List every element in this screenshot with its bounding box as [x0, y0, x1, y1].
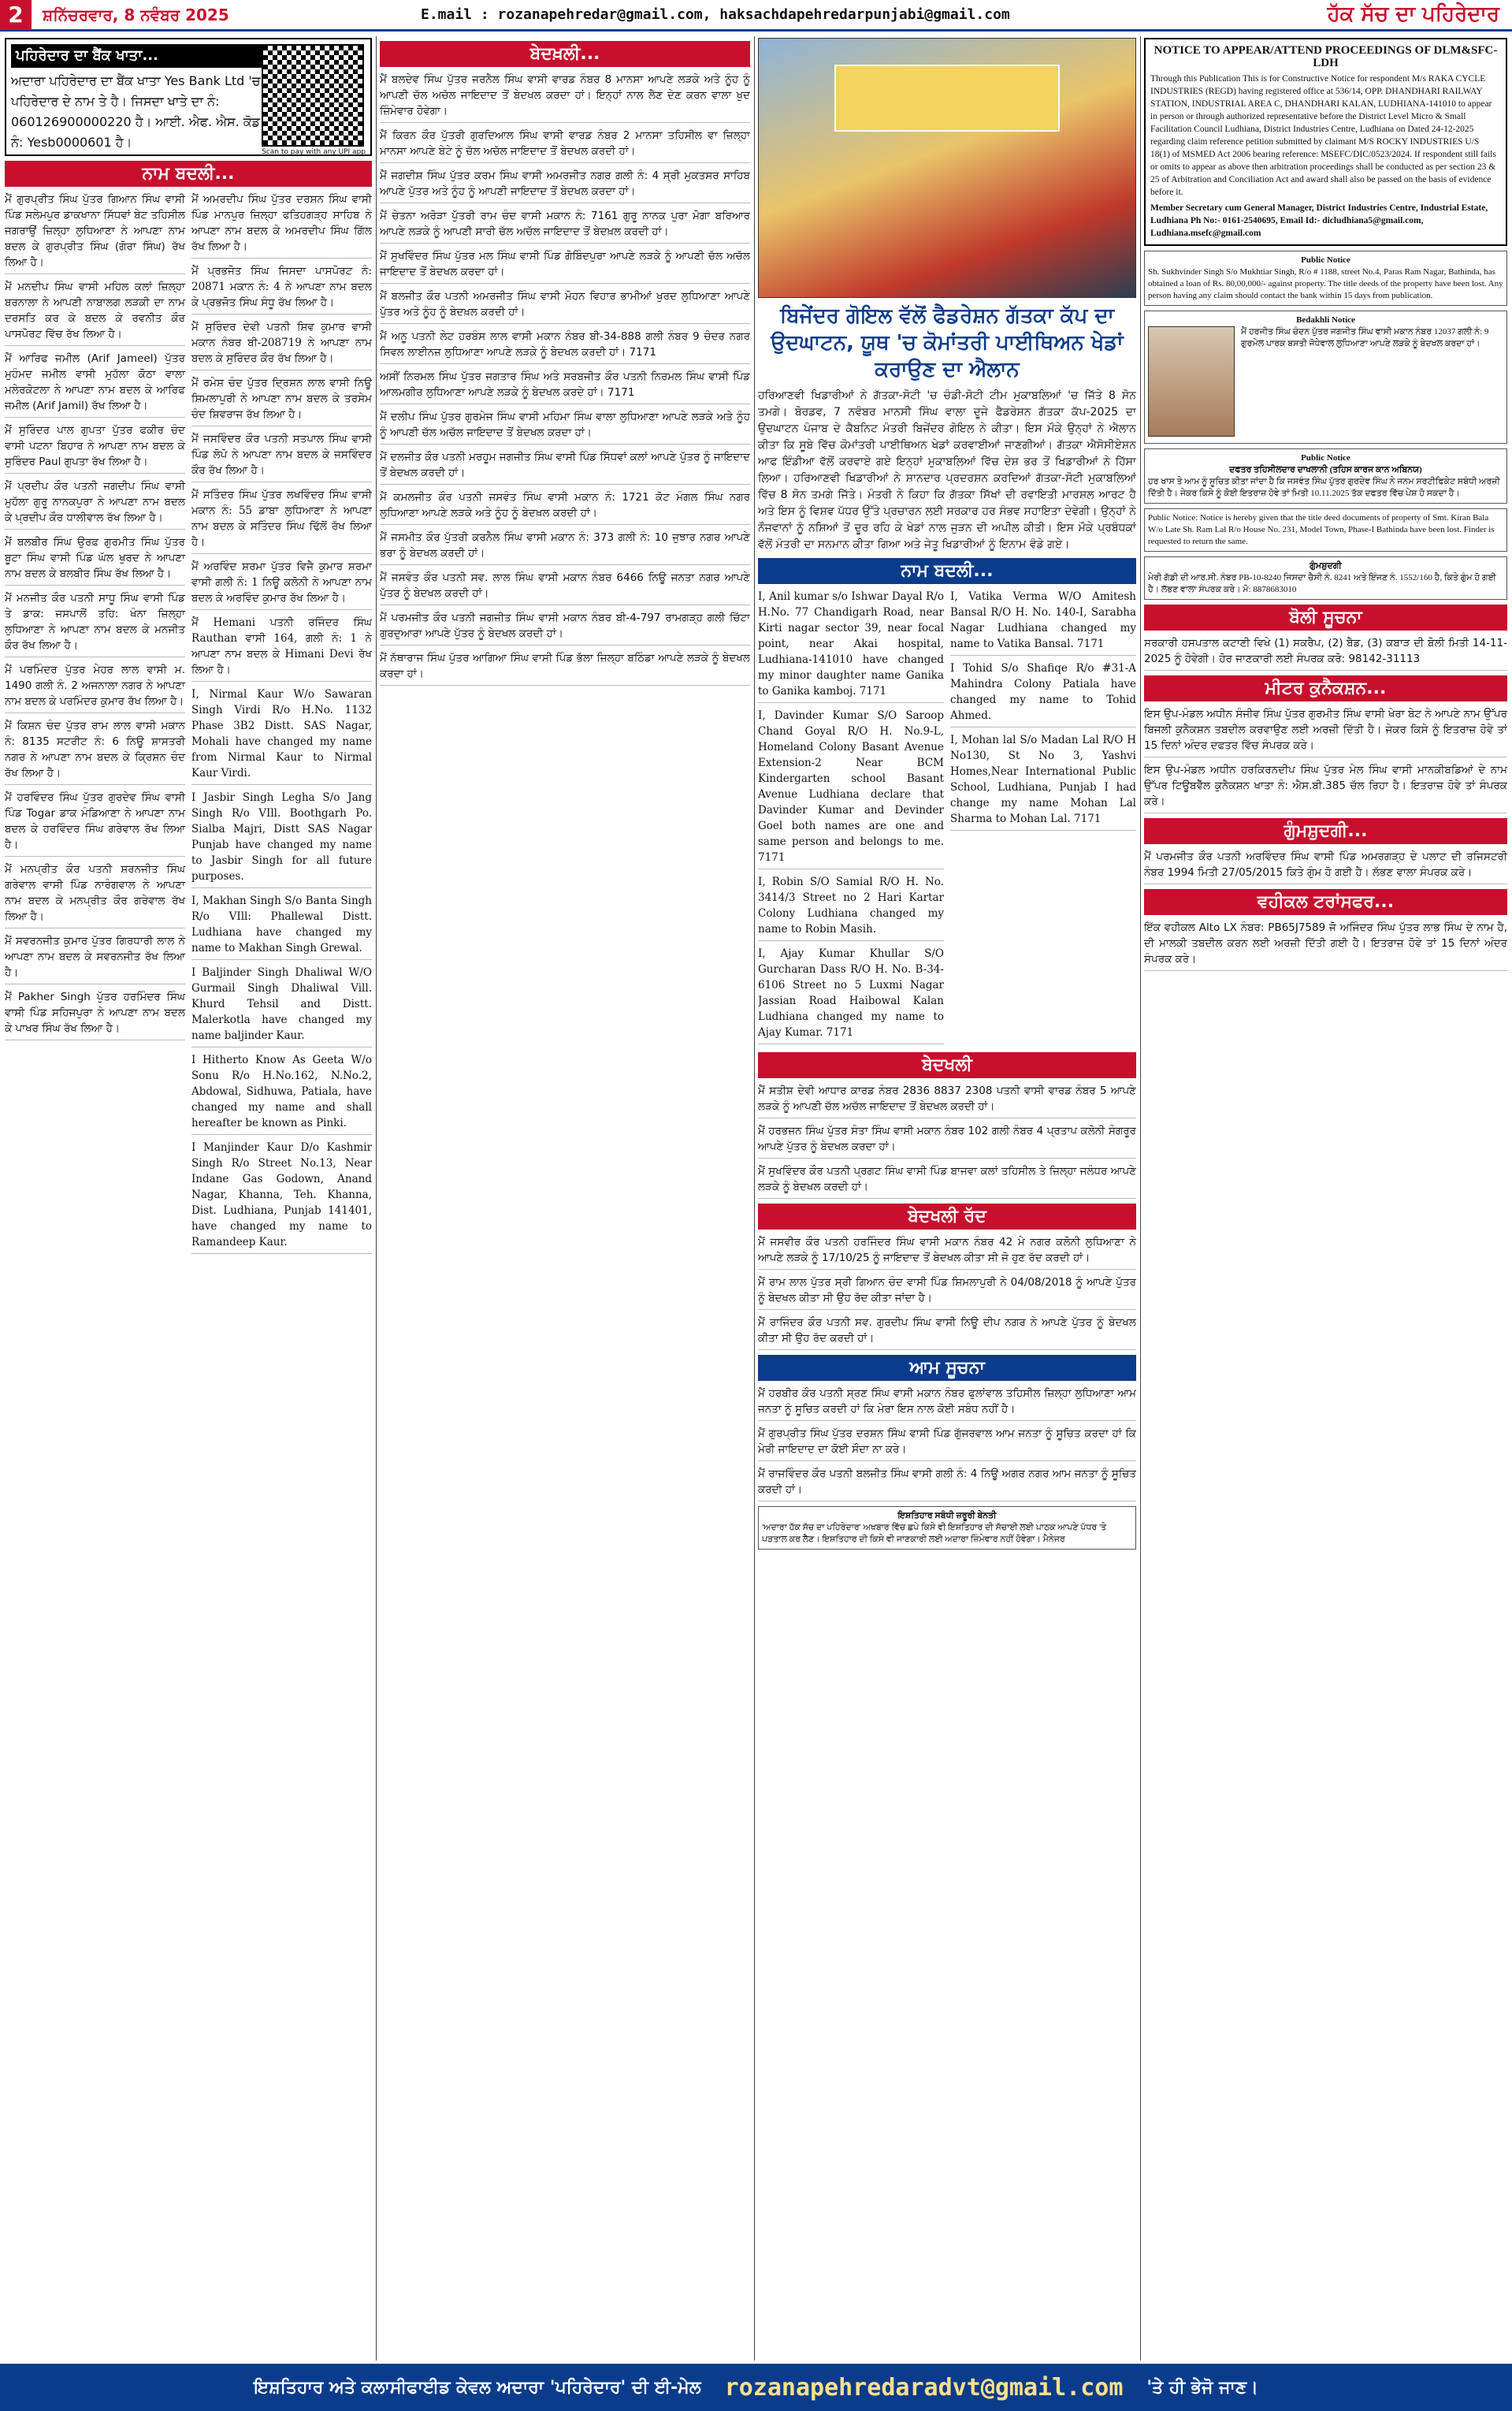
public-notice-1	[1144, 251, 1507, 306]
gumshudgi-text: ਮੈਂ ਪਰਮਜੀਤ ਕੌਰ ਪਤਨੀ ਅਰਵਿੰਦਰ ਸਿੰਘ ਵਾਸੀ ਪਿੰਡ ਅਮਰਗੜ੍ਹ ਦੇ ਪਲਾਟ ਦੀ ਰਜਿਸਟਰੀ ਨੰਬਰ 1994 ਮਿਤੀ 27/05/2015 ਕਿਤੇ ਗੁੰਮ ਹੋ ਗਈ ਹੈ। ਲੱਭਣ ਵਾਲਾ ਸੰਪਰਕ ਕਰੇ।	[1144, 849, 1507, 884]
section-gumshudgi: ਗੁੰਮਸ਼ੁਦਗੀ...	[1144, 818, 1507, 844]
disinheritance-notice: ਮੈਂ ਚੇਤਨਾ ਅਰੋੜਾ ਪੁੱਤਰੀ ਰਾਮ ਚੰਦ ਵਾਸੀ ਮਕਾਨ ਨੰ: 7161 ਗੁਰੂ ਨਾਨਕ ਪੁਰਾ ਮੋਗਾ ਬਰਿਆਰ ਆਪਣੇ ਲੜਕੇ ਨੂੰ ਆਪਣੀ ਸਾਰੀ ਚੱਲ ਅਚੱਲ ਜਾਇਦਾਦ ਤੋਂ ਬੇਦਖ਼ਲ ਕਰਦੀ ਹਾਂ।	[380, 208, 750, 244]
qr-code-icon[interactable]	[262, 44, 364, 147]
bank-account-box	[5, 38, 372, 156]
section-bedakhli: ਬੇਦਖ਼ਲੀ...	[380, 41, 750, 67]
masthead: ਹੱਕ ਸੱਚ ਦਾ ਪਹਿਰੇਦਾਰ	[1327, 2, 1499, 26]
bedakhli-notice	[1144, 311, 1507, 444]
column-divider	[1140, 36, 1141, 2361]
disinheritance-notice: ਮੈਂ ਪਰਮਜੀਤ ਕੌਰ ਪਤਨੀ ਜਗਜੀਤ ਸਿੰਘ ਵਾਸੀ ਮਕਾਨ ਨੰਬਰ ਬੀ-4-797 ਰਾਮਗੜ੍ਹ ਗਲੀ ਚਿੱਟਾ ਗੁਰਦੁਆਰਾ ਆਪਣੇ ਪੁੱਤਰ ਨੂੰ ਬੇਦਖਲ ਕਰਦੀ ਹਾਂ।	[380, 610, 750, 646]
disinheritance-cancel-notice: ਮੈਂ ਰਾਜਿੰਦਰ ਕੌਰ ਪਤਨੀ ਸਵ. ਗੁਰਦੀਪ ਸਿੰਘ ਵਾਸੀ ਨਿਊ ਦੀਪ ਨਗਰ ਨੇ ਆਪਣੇ ਪੁੱਤਰ ਨੂੰ ਬੇਦਖਲ ਕੀਤਾ ਸੀ ਉਹ ਰੱਦ ਕਰਦੀ ਹਾਂ।	[758, 1315, 1136, 1350]
public-notice-3	[1144, 508, 1507, 552]
section-bedakhli-radd: ਬੇਦਖਲੀ ਰੱਦ	[758, 1204, 1136, 1230]
name-change-notice: ਮੈਂ ਪ੍ਰਭਜੋਤ ਸਿੰਘ ਜਿਸਦਾ ਪਾਸਪੋਰਟ ਨੰ: 20871 ਮਕਾਨ ਨੰ: 4 ਨੇ ਆਪਣਾ ਨਾਮ ਬਦਲ ਕੇ ਪ੍ਰਭਜੋਤ ਸਿੰਘ ਸੰਧੂ ਰੱਖ ਲਿਆ ਹੈ।	[191, 263, 372, 314]
public-notice-2-subtitle: ਦਫਤਰ ਤਹਿਸੀਲਦਾਰ ਦਾਖਲਾਨੀ (ਤਹਿਸ ਕਾਰਜ ਕਾਨ ਅਬਿਨਯ)	[1229, 465, 1422, 474]
person-photo	[1148, 326, 1235, 437]
boli-text: ਸਰਕਾਰੀ ਹਸਪਤਾਲ ਕਟਾਣੀ ਵਿਖੇ (1) ਸਕਰੈਪ, (2) ਬੈਡ, (3) ਕਬਾੜ ਦੀ ਬੋਲੀ ਮਿਤੀ 14-11-2025 ਨੂੰ ਹੋਵੇਗੀ। ਹੋਰ ਜਾਣਕਾਰੀ ਲਈ ਸੰਪਰਕ ਕਰੋ: 98142-31113	[1144, 635, 1507, 671]
ad-disclaimer-text: 'ਅਦਾਰਾ ਹੱਕ ਸੱਚ ਦਾ ਪਹਿਰੇਦਾਰ' ਅਖਬਾਰ ਵਿੱਚ ਛਪੇ ਕਿਸੇ ਵੀ ਇਸ਼ਤਿਹਾਰ ਦੀ ਸੱਚਾਈ ਲਈ ਪਾਠਕ ਆਪਣੇ ਪੱਧਰ 'ਤੇ ਪੜਤਾਲ ਕਰ ਲੈਣ। ਇਸ਼ਤਿਹਾਰ ਦੀ ਕਿਸੇ ਵੀ ਜਾਣਕਾਰੀ ਲਈ ਅਦਾਰਾ ਜ਼ਿੰਮੇਵਾਰ ਨਹੀਂ ਹੋਵੇਗਾ। ਮੈਨੇਜਰ	[762, 1523, 1107, 1544]
bedakhli-notice-text: ਮੈਂ ਹਰਜੀਤ ਸਿੰਘ ਚੰਦਨ ਪੁੱਤਰ ਜਗਜੀਤ ਸਿੰਘ ਵਾਸੀ ਮਕਾਨ ਨੰਬਰ 12037 ਗਲੀ ਨੰ: 9 ਗੁਰਮੇਲ ਪਾਰਕ ਬਸਤੀ ਜੋਧੇਵਾਲ ਲੁਧਿਆਣਾ ਆਪਣੇ ਲੜਕੇ ਨੂੰ ਬੇਦਖਲ ਕਰਦਾ ਹਾਂ।	[1241, 327, 1489, 348]
column-4	[1144, 38, 1507, 2356]
name-change-notice: ਮੈਂ ਆਰਿਫ ਜਮੀਲ (Arif Jameel) ਪੁੱਤਰ ਮੁਹੰਮਦ ਜਮੀਲ ਵਾਸੀ ਮੁਹੱਲਾ ਕੋਠਾ ਵਾਲਾ ਮਲੇਰਕੋਟਲਾ ਨੇ ਆਪਣਾ ਨਾਮ ਬਦਲ ਕੇ ਆਰਿਫ ਜਮੀਲ (Arif Jamil) ਰੱਖ ਲਿਆ ਹੈ।	[5, 351, 185, 418]
english-name-change-notice: I, Robin S/O Samial R/O H. No. 3414/3 Street no 2 Hari Kartar Colony Ludhiana changed my name to Robin Masih.	[758, 874, 944, 941]
name-change-notice: I Jasbir Singh Legha S/o Jang Singh R/o VIll. Boothgarh Po. Sialba Majri, Distt SAS Nagar Punjab have changed my name to Jasbir Singh for all future purposes.	[191, 790, 372, 888]
section-vehicle: ਵਹੀਕਲ ਟਰਾਂਸਫਰ...	[1144, 889, 1507, 915]
column-divider	[376, 36, 377, 2361]
public-info-notice: ਮੈਂ ਗੁਰਪ੍ਰੀਤ ਸਿੰਘ ਪੁੱਤਰ ਦਰਸ਼ਨ ਸਿੰਘ ਵਾਸੀ ਪਿੰਡ ਗੁੱਜਰਵਾਲ ਆਮ ਜਨਤਾ ਨੂੰ ਸੂਚਿਤ ਕਰਦਾ ਹਾਂ ਕਿ ਮੇਰੀ ਜਾਇਦਾਦ ਦਾ ਕੋਈ ਸੌਦਾ ਨਾ ਕਰੇ।	[758, 1426, 1136, 1461]
footer-right-text: 'ਤੇ ਹੀ ਭੇਜੋ ਜਾਣ।	[1146, 2377, 1258, 2398]
column-divider	[754, 36, 755, 2361]
english-name-change-right	[950, 589, 1136, 1049]
dlm-notice-signature: Member Secretary cum General Manager, District Industries Centre, Industrial Estate, Ludhiana Ph No:- 0161-2540695, Email Id:- dicludhiana5@gmail.com, Ludhiana.msefc@gmail.com	[1150, 203, 1488, 238]
disinheritance-notice: ਮੈਂ ਕਿਰਨ ਕੌਰ ਪੁੱਤਰੀ ਗੁਰਦਿਆਲ ਸਿੰਘ ਵਾਸੀ ਵਾਰਡ ਨੰਬਰ 2 ਮਾਨਸਾ ਤਹਿਸੀਲ ਵਾ ਜ਼ਿਲ੍ਹਾ ਮਾਨਸਾ ਆਪਣੇ ਬੇਟੇ ਨੂੰ ਚੱਲ ਅਚੱਲ ਜਾਇਦਾਦ ਤੋਂ ਬੇਦਖਲ ਕਰਦੀ ਹਾਂ।	[380, 128, 750, 163]
qr-caption: Scan to pay with any UPI app	[262, 148, 366, 156]
name-change-notice: ਮੈਂ ਪ੍ਰਦੀਪ ਕੌਰ ਪਤਨੀ ਜਗਦੀਪ ਸਿੰਘ ਵਾਸੀ ਮੁਹੱਲਾ ਗੁਰੂ ਨਾਨਕਪੁਰਾ ਨੇ ਆਪਣਾ ਨਾਮ ਬਦਲ ਕੇ ਪ੍ਰਦੀਪ ਕੌਰ ਧਾਲੀਵਾਲ ਰੱਖ ਲਿਆ ਹੈ।	[5, 478, 185, 530]
gumshudgi-small-title: ਗੁੰਮਸ਼ੁਦਗੀ	[1310, 561, 1342, 571]
disinheritance-notice: ਮੈਂ ਸੁਖਵਿੰਦਰ ਸਿੰਘ ਪੁੱਤਰ ਮਲ ਸਿੰਘ ਵਾਸੀ ਪਿੰਡ ਗੋਬਿੰਦਪੁਰਾ ਆਪਣੇ ਲੜਕੇ ਨੂੰ ਆਪਣੀ ਚੱਲ ਅਚੱਲ ਜਾਇਦਾਦ ਤੋਂ ਬੇਦਖਲ ਕਰਦਾ ਹਾਂ।	[380, 248, 750, 284]
dlm-notice-text: Through this Publication This is for Constructive Notice for respondent M/s RAKA CYCLE INDUSTRIES (REGD) having registered office at 536/14, OPP. DHANDHARI RAILWAY STATION, INDUSTRIAL AREA C, DHANDHARI KALAN, LUDHIANA-141010 to appear in person or through authorized representative before the District Level Micro & Small Facilitation Council Ludhiana, District Industries Centre, Ludhiana on Dated 24-12-2025 regarding claim reference petition submitted by claimant M/S ROCKY INDUSTRIES U/S 18(1) of MSMED Act 2006 bearing reference: MSEFC/DIC/0523/2024. If respondent still fails or omits to appear as above then arbitration proceedings shall be conducted as per section 23 & 25 of Arbitration and Conciliation Act and award shall also be passed on the basis of evidence before it.	[1150, 74, 1496, 197]
disinheritance-notice: ਮੈਂ ਬਲਦੇਵ ਸਿੰਘ ਪੁੱਤਰ ਜਰਨੈਲ ਸਿੰਘ ਵਾਸੀ ਵਾਰਡ ਨੰਬਰ 8 ਮਾਨਸਾ ਆਪਣੇ ਲੜਕੇ ਅਤੇ ਨੂੰਹ ਨੂੰ ਆਪਣੀ ਚੱਲ ਅਚੱਲ ਜਾਇਦਾਦ ਤੋਂ ਬੇਦਖਲ ਕਰਦਾ ਹਾਂ। ਇਨ੍ਹਾਂ ਨਾਲ ਲੈਣ ਦੇਣ ਕਰਨ ਵਾਲਾ ਖੁਦ ਜ਼ਿੰਮੇਵਾਰ ਹੋਵੇਗਾ।	[380, 72, 750, 123]
ad-disclaimer-title: ਇਸ਼ਤਿਹਾਰ ਸਬੰਧੀ ਜ਼ਰੂਰੀ ਬੇਨਤੀ	[897, 1511, 997, 1520]
disinheritance-notice: ਮੈਂ ਜਸਮੀਤ ਕੌਰ ਪੁੱਤਰੀ ਕਰਨੈਲ ਸਿੰਘ ਵਾਸੀ ਮਕਾਨ ਨੰ: 373 ਗਲੀ ਨੰ: 10 ਜੁਝਾਰ ਨਗਰ ਆਪਣੇ ਭਰਾ ਨੂੰ ਬੇਦਖਲ ਕਰਦੀ ਹਾਂ।	[380, 530, 750, 565]
header-email: E.mail : rozanapehredar@gmail.com, haksachdapehredarpunjabi@gmail.com	[421, 6, 1010, 23]
english-name-change-notice: I, Anil kumar s/o Ishwar Dayal R/o H.No. 77 Chandigarh Road, near Kirti nagar sector 39, near focal point, near Akai hospital, Ludhiana-141010 have changed my minor daughter name Ganika to Ganika kamboj. 7171	[758, 589, 944, 703]
footer-banner	[0, 2364, 1512, 2411]
name-change-list-left	[5, 192, 185, 1259]
gumshudgi-small-text: ਮੇਰੀ ਗੱਡੀ ਦੀ ਆਰ.ਸੀ. ਨੰਬਰ PB-10-8240 ਜਿਸਦਾ ਚੈਸੀ ਨੰ. 8241 ਅਤੇ ਇੰਜਣ ਨੰ. 1552/160 ਹੈ, ਕਿਤੇ ਗੁੰਮ ਹੋ ਗਈ ਹੈ। ਲੱਭਣ ਵਾਲਾ ਸੰਪਰਕ ਕਰੇ। ਮੋ: 8878683010	[1148, 573, 1496, 594]
dlm-notice-title: NOTICE TO APPEAR/ATTEND PROCEEDINGS OF DLM&SFC-LDH	[1154, 44, 1498, 69]
disinheritance-notice: ਮੈਂ ਜਸਵੰਤ ਕੌਰ ਪਤਨੀ ਸਵ. ਲਾਲ ਸਿੰਘ ਵਾਸੀ ਮਕਾਨ ਨੰਬਰ 6466 ਨਿਊ ਜਨਤਾ ਨਗਰ ਆਪਣੇ ਪੁੱਤਰ ਨੂੰ ਬੇਦਖਲ ਕਰਦੀ ਹਾਂ।	[380, 570, 750, 605]
disinheritance-notice: ਮੈਂ ਜਗਦੀਸ਼ ਸਿੰਘ ਪੁੱਤਰ ਕਰਮ ਸਿੰਘ ਵਾਸੀ ਅਮਰਜੀਤ ਨਗਰ ਗਲੀ ਨੰ: 4 ਸ੍ਰੀ ਮੁਕਤਸਰ ਸਾਹਿਬ ਆਪਣੇ ਪੁੱਤਰ ਅਤੇ ਨੂੰਹ ਨੂੰ ਆਪਣੀ ਜਾਇਦਾਦ ਤੋਂ ਬੇਦਖਲ ਕਰਦਾ ਹਾਂ।	[380, 168, 750, 203]
section-boli: ਬੋਲੀ ਸੂਚਨਾ	[1144, 605, 1507, 631]
disinheritance-notice: ਮੈਂ ਸੁਖਵਿੰਦਰ ਕੌਰ ਪਤਨੀ ਪ੍ਰਗਟ ਸਿੰਘ ਵਾਸੀ ਪਿੰਡ ਬਾਜਵਾ ਕਲਾਂ ਤਹਿਸੀਲ ਤੇ ਜ਼ਿਲ੍ਹਾ ਜਲੰਧਰ ਆਪਣੇ ਲੜਕੇ ਨੂੰ ਬੇਦਖਲ ਕਰਦੀ ਹਾਂ।	[758, 1163, 1136, 1199]
name-change-notice: I Hitherto Know As Geeta W/o Sonu R/o H.No.162, N.No.2, Abdowal, Sidhuwa, Patiala, have changed my name and shall hereafter be known as Pinki.	[191, 1052, 372, 1135]
story-body: ਹਰਿਆਣਵੀ ਖਿਡਾਰੀਆਂ ਨੇ ਗੱਤਕਾ-ਸੋਟੀ 'ਚ ਚੰਡੀ-ਸੋਟੀ ਟੀਮ ਮੁਕਾਬਲਿਆਂ 'ਚ ਜਿੱਤੇ 8 ਸੋਨ ਤਮਗੇ। ਬੋਰਡਵ, 7 ਨਵੰਬਰ ਮਾਨਸੀ ਸਿੰਘ ਵਾਲਾ ਦੂਜੇ ਫੈਡਰੇਸ਼ਨ ਗੱਤਕਾ ਕੱਪ-2025 ਦਾ ਉਦਘਾਟਨ ਪੰਜਾਬ ਦੇ ਕੈਬਨਿਟ ਮੰਤਰੀ ਬਿਜੇਂਦਰ ਗੋਇਲ ਨੇ ਕੀਤਾ। ਇਸ ਮੌਕੇ ਉਨ੍ਹਾਂ ਨੇ ਐਲਾਨ ਕੀਤਾ ਕਿ ਸੂਬੇ ਵਿੱਚ ਕੋਮਾਂਤਰੀ ਪਾਈਥਿਅਨ ਖੇਡਾਂ ਕਰਵਾਈਆਂ ਜਾਣਗੀਆਂ। ਗੱਤਕਾ ਐਸੋਸੀਏਸ਼ਨ ਆਫ ਇੰਡੀਆ ਵੱਲੋਂ ਕਰਵਾਏ ਗਏ ਇਨ੍ਹਾਂ ਮੁਕਾਬਲਿਆਂ ਵਿੱਚ ਦੇਸ਼ ਭਰ ਤੋਂ ਖਿਡਾਰੀਆਂ ਨੇ ਹਿੱਸਾ ਲਿਆ। ਹਰਿਆਣਵੀ ਖਿਡਾਰੀਆਂ ਨੇ ਸ਼ਾਨਦਾਰ ਪ੍ਰਦਰਸ਼ਨ ਕਰਦਿਆਂ ਗੱਤਕਾ-ਸੋਟੀ ਮੁਕਾਬਲਿਆਂ ਵਿੱਚ 8 ਸੋਨ ਤਮਗੇ ਜਿੱਤੇ। ਮੰਤਰੀ ਨੇ ਕਿਹਾ ਕਿ ਗੱਤਕਾ ਸਿੱਖਾਂ ਦੀ ਰਵਾਇਤੀ ਮਾਰਸ਼ਲ ਆਰਟ ਹੈ ਅਤੇ ਇਸ ਨੂੰ ਵਿਸ਼ਵ ਪੱਧਰ ਉੱਤੇ ਪ੍ਰਚਾਰਨ ਲਈ ਸਰਕਾਰ ਹਰ ਸੰਭਵ ਸਹਾਇਤਾ ਦੇਵੇਗੀ। ਉਨ੍ਹਾਂ ਨੇ ਨੌਜਵਾਨਾਂ ਨੂੰ ਨਸ਼ਿਆਂ ਤੋਂ ਦੂਰ ਰਹਿ ਕੇ ਖੇਡਾਂ ਨਾਲ ਜੁੜਨ ਦੀ ਅਪੀਲ ਕੀਤੀ। ਇਸ ਮੌਕੇ ਪ੍ਰਬੰਧਕਾਂ ਵੱਲੋਂ ਮੰਤਰੀ ਦਾ ਸਨਮਾਨ ਕੀਤਾ ਗਿਆ ਅਤੇ ਜੇਤੂ ਖਿਡਾਰੀਆਂ ਨੂੰ ਇਨਾਮ ਵੰਡੇ ਗਏ।	[758, 389, 1136, 551]
disinheritance-list-2	[758, 1083, 1136, 1199]
public-notice-1-text: Sh. Sukhvinder Singh S/o Mukhtiar Singh, R/o # 1188, street No.4, Paras Ram Nagar, Bathinda, has obtained a loan of Rs. 80,00,000/- against property. The title deeds of the property have been lost. Any person having any claim should contact the bank within 15 days from publication.	[1148, 267, 1503, 300]
public-notice-3-text: Public Notice: Notice is hereby given that the title deed documents of property of Smt. Kiran Bala W/o Late Sh. Ram Lal R/o House No. 231, Model Town, Phase-I Bathinda have been lost. Finder is requested to return the same.	[1148, 513, 1495, 546]
english-name-change-left	[758, 589, 944, 1049]
public-notice-2-title: Public Notice	[1301, 453, 1350, 463]
disinheritance-notice: ਮੈਂ ਦਲੀਪ ਸਿੰਘ ਪੁੱਤਰ ਗੁਰਮੇਜ ਸਿੰਘ ਵਾਸੀ ਮਹਿਮਾ ਸਿੰਘ ਵਾਲਾ ਲੁਧਿਆਣਾ ਆਪਣੇ ਲੜਕੇ ਅਤੇ ਨੂੰਹ ਨੂੰ ਆਪਣੀ ਚੱਲ ਅਚੱਲ ਜਾਇਦਾਦ ਤੋਂ ਬੇਦਖਲ ਕਰਦਾ ਹਾਂ।	[380, 409, 750, 445]
name-change-notice: ਮੈਂ ਸਵਰਨਜੀਤ ਕੁਮਾਰ ਪੁੱਤਰ ਗਿਰਧਾਰੀ ਲਾਲ ਨੇ ਆਪਣਾ ਨਾਮ ਬਦਲ ਕੇ ਸਵਰਨਜੀਤ ਰੱਖ ਲਿਆ ਹੈ।	[5, 933, 185, 984]
vehicle-text: ਇੱਕ ਵਹੀਕਲ Alto LX ਨੰਬਰ: PB65J7589 ਜੋ ਅਜਿੰਦਰ ਸਿੰਘ ਪੁੱਤਰ ਲਾਭ ਸਿੰਘ ਦੇ ਨਾਮ ਹੈ, ਦੀ ਮਾਲਕੀ ਤਬਦੀਲ ਕਰਨ ਲਈ ਅਰਜ਼ੀ ਦਿੱਤੀ ਗਈ ਹੈ। ਇਤਰਾਜ਼ ਹੋਵੇ ਤਾਂ 15 ਦਿਨਾਂ ਅੰਦਰ ਸੰਪਰਕ ਕਰੇ।	[1144, 920, 1507, 971]
meter-notice-2: ਇਸ ਉਪ-ਮੰਡਲ ਅਧੀਨ ਹਰਕਿਰਨਦੀਪ ਸਿੰਘ ਪੁੱਤਰ ਮੇਲ ਸਿੰਘ ਵਾਸੀ ਮਾਨਕੀਬਡਿਆਂ ਦੇ ਨਾਮ ਉੱਪਰ ਟਿਊਬਵੈੱਲ ਕੁਨੈਕਸ਼ਨ ਖਾਤਾ ਨੰ: ਐਸ.ਬੀ.385 ਚੱਲ ਰਿਹਾ ਹੈ। ਇਤਰਾਜ਼ ਹੋਵੇ ਤਾਂ ਸੰਪਰਕ ਕਰੇ।	[1144, 762, 1507, 813]
english-name-change-notice: I, Vatika Verma W/O Amitesh Bansal R/O H. No. 140-I, Sarabha Nagar Ludhiana changed my name to Vatika Bansal. 7171	[950, 589, 1136, 656]
name-change-notice: ਮੈਂ ਹਰਵਿੰਦਰ ਸਿੰਘ ਪੁੱਤਰ ਗੁਰਦੇਵ ਸਿੰਘ ਵਾਸੀ ਪਿੰਡ Togar ਡਾਕ ਮੰਡਿਆਣਾ ਨੇ ਆਪਣਾ ਨਾਮ ਬਦਲ ਕੇ ਹਰਵਿੰਦਰ ਸਿੰਘ ਗਰੇਵਾਲ ਰੱਖ ਲਿਆ ਹੈ।	[5, 790, 185, 857]
name-change-notice: I Manjinder Kaur D/o Kashmir Singh R/o Street No.13, Near Indane Gas Godown, Anand Nagar, Khanna, Teh. Khanna, Dist. Ludhiana, Punjab 141401, have changed my name to Ramandeep Kaur.	[191, 1140, 372, 1254]
disinheritance-list	[380, 72, 750, 686]
english-name-change-notice: I, Ajay Kumar Khullar S/O Gurcharan Dass R/O H. No. B-34-6106 Street no 5 Luxmi Nagar Jassian Road Haibowal Kalan Ludhiana changed my name to Ajay Kumar. 7171	[758, 946, 944, 1044]
name-change-notice: ਮੈਂ ਸੁਰਿੰਦਰ ਦੇਵੀ ਪਤਨੀ ਸ਼ਿਵ ਕੁਮਾਰ ਵਾਸੀ ਮਕਾਨ ਨੰਬਰ ਬੀ-208719 ਨੇ ਆਪਣਾ ਨਾਮ ਬਦਲ ਕੇ ਸੁਰਿੰਦਰ ਕੌਰ ਰੱਖ ਲਿਆ ਹੈ।	[191, 319, 372, 370]
news-photo	[758, 38, 1136, 298]
name-change-notice: ਮੈਂ ਜਸਵਿੰਦਰ ਕੌਰ ਪਤਨੀ ਸਤਪਾਲ ਸਿੰਘ ਵਾਸੀ ਪਿੰਡ ਲੋਪੋ ਨੇ ਆਪਣਾ ਨਾਮ ਬਦਲ ਕੇ ਜਸਵਿੰਦਰ ਕੌਰ ਰੱਖ ਲਿਆ ਹੈ।	[191, 431, 372, 482]
name-change-notice: ਮੈਂ ਸਤਿੰਦਰ ਸਿੰਘ ਪੁੱਤਰ ਲਖਵਿੰਦਰ ਸਿੰਘ ਵਾਸੀ ਮਕਾਨ ਨੰ: 55 ਡਾਬਾ ਲੁਧਿਆਣਾ ਨੇ ਆਪਣਾ ਨਾਮ ਬਦਲ ਕੇ ਸਤਿੰਦਰ ਸਿੰਘ ਢਿੱਲੋਂ ਰੱਖ ਲਿਆ ਹੈ।	[191, 487, 372, 554]
footer-left-text: ਇਸ਼ਤਿਹਾਰ ਅਤੇ ਕਲਾਸੀਫਾਈਡ ਕੇਵਲ ਅਦਾਰਾ 'ਪਹਿਰੇਦਾਰ' ਦੀ ਈ-ਮੇਲ	[254, 2377, 701, 2398]
disinheritance-notice: ਮੈਂ ਕਮਲਜੀਤ ਕੌਰ ਪਤਨੀ ਜਸਵੰਤ ਸਿੰਘ ਵਾਸੀ ਮਕਾਨ ਨੰ: 1721 ਕੋਟ ਮੰਗਲ ਸਿੰਘ ਨਗਰ ਲੁਧਿਆਣਾ ਆਪਣੇ ਲੜਕੇ ਅਤੇ ਨੂੰਹ ਨੂੰ ਬੇਦਖ਼ਲ ਕਰਦੀ ਹਾਂ।	[380, 489, 750, 525]
name-change-notice: ਮੈਂ ਸੁਰਿੰਦਰ ਪਾਲ ਗੁਪਤਾ ਪੁੱਤਰ ਫਕੀਰ ਚੰਦ ਵਾਸੀ ਪਟਨਾ ਬਿਹਾਰ ਨੇ ਆਪਣਾ ਨਾਮ ਬਦਲ ਕੇ ਸੁਰਿੰਦਰ Paul ਗੁਪਤਾ ਰੱਖ ਲਿਆ ਹੈ।	[5, 422, 185, 474]
english-name-change-notice: I Tohid S/o Shafiqe R/o #31-A Mahindra Colony Patiala have changed my name to Tohid Ahmed.	[950, 660, 1136, 727]
name-change-notice: ਮੈਂ ਮਨਜੀਤ ਕੌਰ ਪਤਨੀ ਸਾਧੂ ਸਿੰਘ ਵਾਸੀ ਪਿੰਡ ਤੇ ਡਾਕ: ਜਸਪਾਲੋਂ ਤਹਿ: ਖੰਨਾ ਜ਼ਿਲ੍ਹਾ ਲੁਧਿਆਣਾ ਨੇ ਆਪਣਾ ਨਾਮ ਬਦਲ ਕੇ ਮਨਜੀਤ ਕੌਰ ਰੱਖ ਲਿਆ ਹੈ।	[5, 590, 185, 657]
disinheritance-notice: ਮੈਂ ਦਲਜੀਤ ਕੌਰ ਪਤਨੀ ਮਰਹੂਮ ਜਗਜੀਤ ਸਿੰਘ ਵਾਸੀ ਪਿੰਡ ਸਿੱਧਵਾਂ ਕਲਾਂ ਆਪਣੇ ਪੁੱਤਰ ਨੂੰ ਜਾਇਦਾਦ ਤੋਂ ਬੇਦਖਲ ਕਰਦੀ ਹਾਂ।	[380, 449, 750, 485]
public-info-notice: ਮੈਂ ਹਰਬੀਰ ਕੌਰ ਪਤਨੀ ਸ੍ਰਣ ਸਿੰਘ ਵਾਸੀ ਮਕਾਨ ਨੰਬਰ ਫੁਲਾਂਵਾਲ ਤਹਿਸੀਲ ਜ਼ਿਲ੍ਹਾ ਲੁਧਿਆਣਾ ਆਮ ਜਨਤਾ ਨੂੰ ਸੂਚਿਤ ਕਰਦੀ ਹਾਂ ਕਿ ਮੇਰਾ ਇਸ ਨਾਲ ਕੋਈ ਸਬੰਧ ਨਹੀਂ ਹੈ।	[758, 1386, 1136, 1421]
name-change-notice: ਮੈਂ ਬਲਬੀਰ ਸਿੰਘ ਉਰਫ਼ ਗੁਰਮੀਤ ਸਿੰਘ ਪੁੱਤਰ ਬੂਟਾ ਸਿੰਘ ਵਾਸੀ ਪਿੰਡ ਘੱਲ ਖੁਰਦ ਨੇ ਆਪਣਾ ਨਾਮ ਬਦਲ ਕੇ ਬਲਬੀਰ ਸਿੰਘ ਰੱਖ ਲਿਆ ਹੈ।	[5, 534, 185, 586]
disinheritance-notice: ਅਸੀਂ ਨਿਰਮਲ ਸਿੰਘ ਪੁੱਤਰ ਜਗਤਾਰ ਸਿੰਘ ਅਤੇ ਸਰਬਜੀਤ ਕੌਰ ਪਤਨੀ ਨਿਰਮਲ ਸਿੰਘ ਵਾਸੀ ਪਿੰਡ ਆਲਮਗੀਰ ਲੁਧਿਆਣਾ ਆਪਣੇ ਲੜਕੇ ਨੂੰ ਬੇਦਖਲ ਕਰਦੇ ਹਾਂ। 7171	[380, 369, 750, 404]
meter-notice-1: ਇਸ ਉਪ-ਮੰਡਲ ਅਧੀਨ ਸੰਜੀਵ ਸਿੰਘ ਪੁੱਤਰ ਗੁਰਮੀਤ ਸਿੰਘ ਵਾਸੀ ਖੇਰਾ ਬੇਟ ਨੇ ਆਪਣੇ ਨਾਮ ਉੱਪਰ ਬਿਜਲੀ ਕੁਨੈਕਸ਼ਨ ਤਬਦੀਲ ਕਰਵਾਉਣ ਲਈ ਅਰਜ਼ੀ ਦਿੱਤੀ ਹੈ। ਜੇਕਰ ਕਿਸੇ ਨੂੰ ਇਤਰਾਜ਼ ਹੋਵੇ ਤਾਂ 15 ਦਿਨਾਂ ਅੰਦਰ ਦਫਤਰ ਵਿੱਚ ਸੰਪਰਕ ਕਰੇ।	[1144, 706, 1507, 757]
bank-details: ਅਦਾਰਾ ਪਹਿਰੇਦਾਰ ਦਾ ਬੈਂਕ ਖਾਤਾ Yes Bank Ltd 'ਚ ਪਹਿਰੇਦਾਰ ਦੇ ਨਾਮ ਤੇ ਹੈ। ਜਿਸਦਾ ਖਾਤੇ ਦਾ ਨੰ: 060126900000220 ਹੈ। ਆਈ. ਐਫ. ਐਸ. ਕੋਡ ਨੰ: Yesb0000601 ਹੈ।	[11, 73, 261, 150]
disinheritance-cancel-notice: ਮੈਂ ਰਾਮ ਲਾਲ ਪੁੱਤਰ ਸ੍ਰੀ ਗਿਆਨ ਚੰਦ ਵਾਸੀ ਪਿੰਡ ਸ਼ਿਮਲਾਪੁਰੀ ਨੇ 04/08/2018 ਨੂੰ ਆਪਣੇ ਪੁੱਤਰ ਨੂੰ ਬੇਦਖਲ ਕੀਤਾ ਸੀ ਉਹ ਰੱਦ ਕੀਤਾ ਜਾਂਦਾ ਹੈ।	[758, 1274, 1136, 1310]
english-name-change-notice: I, Davinder Kumar S/O Saroop Chand Goyal R/O H. No.9-L, Homeland Colony Basant Avenue Extension-2 Near BCM Kindergarten school Basant Avenue Ludhiana declare that Davinder Kumar and Devinder Goel both names are one and same person and belongs to me. 7171	[758, 708, 944, 869]
disinheritance-cancel-list	[758, 1234, 1136, 1350]
story-headline: ਬਿਜੇਂਦਰ ਗੋਇਲ ਵੱਲੋਂ ਫੈਡਰੇਸ਼ਨ ਗੱਤਕਾ ਕੱਪ ਦਾ ਉਦਘਾਟਨ, ਯੂਥ 'ਚ ਕੋਮਾਂਤਰੀ ਪਾਈਥਿਅਨ ਖੇਡਾਂ ਕਰਾਉਣ ਦਾ ਐਲਾਨ	[771, 304, 1124, 381]
name-change-notice: ਮੈਂ Hemani ਪਤਨੀ ਰਜਿੰਦਰ ਸਿੰਘ Rauthan ਵਾਸੀ 164, ਗਲੀ ਨੰ: 1 ਨੇ ਆਪਣਾ ਨਾਮ ਬਦਲ ਕੇ Himani Devi ਰੱਖ ਲਿਆ ਹੈ।	[191, 615, 372, 682]
name-change-notice: ਮੈਂ ਕਿਸ਼ਨ ਚੰਦ ਪੁੱਤਰ ਰਾਮ ਲਾਲ ਵਾਸੀ ਮਕਾਨ ਨੰ: 8135 ਸਟਰੀਟ ਨੰ: 6 ਨਿਊ ਸ਼ਾਸਤਰੀ ਨਗਰ ਨੇ ਆਪਣਾ ਨਾਮ ਬਦਲ ਕੇ ਕ੍ਰਿਸ਼ਨ ਚੰਦ ਰੱਖ ਲਿਆ ਹੈ।	[5, 718, 185, 785]
footer-email[interactable]: rozanapehredaradvt@gmail.com	[724, 2373, 1124, 2402]
column-1	[5, 38, 372, 2356]
section-aam-suchna: ਆਮ ਸੂਚਨਾ	[758, 1355, 1136, 1381]
public-notice-2-text: ਹਰ ਖਾਸ ਤੇ ਆਮ ਨੂੰ ਸੂਚਿਤ ਕੀਤਾ ਜਾਂਦਾ ਹੈ ਕਿ ਜਸਵੰਤ ਸਿੰਘ ਪੁੱਤਰ ਗੁਰਦੇਵ ਸਿੰਘ ਨੇ ਜਨਮ ਸਰਟੀਫਿਕੇਟ ਸਬੰਧੀ ਅਰਜ਼ੀ ਦਿੱਤੀ ਹੈ। ਜੇਕਰ ਕਿਸੇ ਨੂੰ ਕੋਈ ਇਤਰਾਜ਼ ਹੋਵੇ ਤਾਂ ਮਿਤੀ 10.11.2025 ਤੱਕ ਦਫਤਰ ਵਿੱਚ ਪੇਸ਼ ਹੋ ਸਕਦਾ ਹੈ।	[1148, 477, 1500, 498]
english-name-change-notice: I, Mohan lal S/o Madan Lal R/O H No130, St No 3, Yashvi Homes,Near International Public School, Ludhiana, Punjab I had change my name Mohan Lal Sharma to Mohan Lal. 7171	[950, 732, 1136, 831]
section-bedakhli-2: ਬੇਦਖਲੀ	[758, 1052, 1136, 1078]
bedakhli-notice-title: Bedakhli Notice	[1296, 315, 1355, 325]
disinheritance-notice: ਮੈਂ ਬਲਜੀਤ ਕੌਰ ਪਤਨੀ ਅਮਰਜੀਤ ਸਿੰਘ ਵਾਸੀ ਮੋਹਨ ਵਿਹਾਰ ਭਾਮੀਆਂ ਖੁਰਦ ਲੁਧਿਆਣਾ ਆਪਣੇ ਪੁੱਤਰ ਅਤੇ ਨੂੰਹ ਨੂੰ ਬੇਦਖ਼ਲ ਕਰਦੀ ਹਾਂ।	[380, 288, 750, 324]
name-change-notice: ਮੈਂ ਅਰਵਿੰਦ ਸ਼ਰਮਾ ਪੁੱਤਰ ਵਿਜੈ ਕੁਮਾਰ ਸ਼ਰਮਾ ਵਾਸੀ ਗਲੀ ਨੰ: 1 ਨਿਊ ਕਲੋਨੀ ਨੇ ਆਪਣਾ ਨਾਮ ਬਦਲ ਕੇ ਅਰਵਿੰਦ ਕੁਮਾਰ ਰੱਖ ਲਿਆ ਹੈ।	[191, 559, 372, 610]
name-change-notice: ਮੈਂ ਮਨਦੀਪ ਸਿੰਘ ਵਾਸੀ ਮਹਿਲ ਕਲਾਂ ਜ਼ਿਲ੍ਹਾ ਬਰਨਾਲਾ ਨੇ ਆਪਣੀ ਨਾਬਾਲਗ ਲੜਕੀ ਦਾ ਨਾਮ ਦਰਸਤਿ ਕਰ ਕੇ ਬਦਲ ਕੇ ਰਵਨੀਤ ਕੌਰ ਪਾਸਪੋਰਟ ਵਿੱਚ ਰੱਖ ਲਿਆ ਹੈ।	[5, 279, 185, 346]
name-change-notice: ਮੈਂ Pakher Singh ਪੁੱਤਰ ਹਰਮਿੰਦਰ ਸਿੰਘ ਵਾਸੀ ਪਿੰਡ ਸਹਿਜਪੁਰਾ ਨੇ ਆਪਣਾ ਨਾਮ ਬਦਲ ਕੇ ਪਾਖਰ ਸਿੰਘ ਰੱਖ ਲਿਆ ਹੈ।	[5, 989, 185, 1040]
disinheritance-cancel-notice: ਮੈਂ ਜਸਵੀਰ ਕੌਰ ਪਤਨੀ ਹਰਜਿੰਦਰ ਸਿੰਘ ਵਾਸੀ ਮਕਾਨ ਨੰਬਰ 42 ਮੇ ਨਗਰ ਕਲੋਨੀ ਲੁਧਿਆਣਾ ਨੇ ਆਪਣੇ ਲੜਕੇ ਨੂੰ 17/10/25 ਨੂੰ ਜਾਇਦਾਦ ਤੋਂ ਬੇਦਖਲ ਕੀਤਾ ਸੀ ਜੋ ਹੁਣ ਰੱਦ ਕਰਦੀ ਹਾਂ।	[758, 1234, 1136, 1270]
public-info-notice: ਮੈਂ ਰਾਜਵਿੰਦਰ ਕੌਰ ਪਤਨੀ ਬਲਜੀਤ ਸਿੰਘ ਵਾਸੀ ਗਲੀ ਨੰ: 4 ਨਿਊ ਅਗਰ ਨਗਰ ਆਮ ਜਨਤਾ ਨੂੰ ਸੂਚਿਤ ਕਰਦੀ ਹਾਂ।	[758, 1466, 1136, 1501]
column-3	[758, 38, 1136, 2356]
name-change-notice: ਮੈਂ ਪਰਮਿੰਦਰ ਪੁੱਤਰ ਮੇਹਰ ਲਾਲ ਵਾਸੀ ਮ. 1490 ਗਲੀ ਨੰ. 2 ਅਜਨਾਲਾ ਨਗਰ ਨੇ ਆਪਣਾ ਨਾਮ ਬਦਲ ਕੇ ਪਰਮਿੰਦਰ ਕੁਮਾਰ ਰੱਖ ਲਿਆ ਹੈ।	[5, 662, 185, 713]
section-meter: ਮੀਟਰ ਕੁਨੈਕਸ਼ਨ...	[1144, 675, 1507, 701]
section-naam-badli-2: ਨਾਮ ਬਦਲੀ...	[758, 558, 1136, 584]
public-notice-1-title: Public Notice	[1301, 255, 1350, 265]
gumshudgi-small	[1144, 556, 1507, 600]
name-change-notice: ਮੈਂ ਮਨਪ੍ਰੀਤ ਕੌਰ ਪਤਨੀ ਸ਼ਰਨਜੀਤ ਸਿੰਘ ਗਰੇਵਾਲ ਵਾਸੀ ਪਿੰਡ ਨਾਰੰਗਵਾਲ ਨੇ ਆਪਣਾ ਨਾਮ ਬਦਲ ਕੇ ਮਨਪ੍ਰੀਤ ਕੌਰ ਗਰੇਵਾਲ ਰੱਖ ਲਿਆ ਹੈ।	[5, 861, 185, 928]
page-header	[0, 0, 1512, 32]
issue-date: ਸ਼ਨਿੱਚਰਵਾਰ, 8 ਨਵੰਬਰ 2025	[43, 5, 229, 24]
ad-disclaimer	[758, 1506, 1136, 1550]
public-info-list	[758, 1386, 1136, 1501]
public-notice-2	[1144, 448, 1507, 504]
page-number: 2	[0, 0, 32, 30]
name-change-notice: I, Makhan Singh S/o Banta Singh R/o VIll: Phallewal Distt. Ludhiana have changed my name to Makhan Singh Grewal.	[191, 893, 372, 960]
column-2	[380, 38, 750, 2356]
name-change-list-right	[191, 192, 372, 1259]
dlm-notice	[1144, 38, 1507, 246]
disinheritance-notice: ਮੈਂ ਹਰਭਜਨ ਸਿੰਘ ਪੁੱਤਰ ਸੰਤਾ ਸਿੰਘ ਵਾਸੀ ਮਕਾਨ ਨੰਬਰ 102 ਗਲੀ ਨੰਬਰ 4 ਪ੍ਰਤਾਪ ਕਲੋਨੀ ਸੰਗਰੂਰ ਆਪਣੇ ਪੁੱਤਰ ਨੂੰ ਬੇਦਖਲ ਕਰਦਾ ਹਾਂ।	[758, 1123, 1136, 1159]
disinheritance-notice: ਮੈਂ ਨੱਥਾਰਾਜ ਸਿੰਘ ਪੁੱਤਰ ਆਗਿਆ ਸਿੰਘ ਵਾਸੀ ਪਿੰਡ ਭੱਲਾ ਜ਼ਿਲ੍ਹਾ ਬਠਿੰਡਾ ਆਪਣੇ ਲੜਕੇ ਨੂੰ ਬੇਦਖਲ ਕਰਦਾ ਹਾਂ।	[380, 650, 750, 686]
disinheritance-notice: ਮੈਂ ਸਤੀਸ਼ ਦੇਵੀ ਆਧਾਰ ਕਾਰਡ ਨੰਬਰ 2836 8837 2308 ਪਤਨੀ ਵਾਸੀ ਵਾਰਡ ਨੰਬਰ 5 ਆਪਣੇ ਲੜਕੇ ਨੂੰ ਆਪਣੀ ਚੱਲ ਅਚੱਲ ਜਾਇਦਾਦ ਤੋਂ ਬੇਦਖਲ ਕਰਦੀ ਹਾਂ।	[758, 1083, 1136, 1118]
name-change-notice: ਮੈਂ ਅਮਰਦੀਪ ਸਿੰਘ ਪੁੱਤਰ ਦਰਸ਼ਨ ਸਿੰਘ ਵਾਸੀ ਪਿੰਡ ਮਾਨਪੁਰ ਜ਼ਿਲ੍ਹਾ ਫਤਿਹਗੜ੍ਹ ਸਾਹਿਬ ਨੇ ਆਪਣਾ ਨਾਮ ਬਦਲ ਕੇ ਅਮਰਦੀਪ ਸਿੰਘ ਗਿੱਲ ਰੱਖ ਲਿਆ ਹੈ।	[191, 192, 372, 259]
section-naam-badli: ਨਾਮ ਬਦਲੀ...	[5, 161, 372, 187]
name-change-notice: I Baljinder Singh Dhaliwal W/O Gurmail Singh Dhaliwal Vill. Khurd Tehsil and Distt. Malerkotla have changed my name baljinder Kaur.	[191, 965, 372, 1047]
name-change-notice: ਮੈਂ ਰਮੇਸ਼ ਚੰਦ ਪੁੱਤਰ ਦ੍ਰਿਸ਼ਨ ਲਾਲ ਵਾਸੀ ਨਿਊ ਸ਼ਿਮਲਾਪੁਰੀ ਨੇ ਆਪਣਾ ਨਾਮ ਬਦਲ ਕੇ ਤਰਸੇਮ ਚੰਦ ਸ਼ਿਵਰਾਜ ਰੱਖ ਲਿਆ ਹੈ।	[191, 375, 372, 426]
disinheritance-notice: ਮੈਂ ਅਨੂ ਪਤਨੀ ਲੇਟ ਹਰਬੰਸ ਲਾਲ ਵਾਸੀ ਮਕਾਨ ਨੰਬਰ ਬੀ-34-888 ਗਲੀ ਨੰਬਰ 9 ਚੰਦਰ ਨਗਰ ਸਿਵਲ ਲਾਈਨਜ਼ ਲੁਧਿਆਣਾ ਆਪਣੇ ਲੜਕੇ ਨੂੰ ਬੇਦਖਲ ਕਰਦੀ ਹਾਂ। 7171	[380, 329, 750, 364]
name-change-notice: ਮੈਂ ਗੁਰਪ੍ਰੀਤ ਸਿੰਘ ਪੁੱਤਰ ਗਿਆਨ ਸਿੰਘ ਵਾਸੀ ਪਿੰਡ ਸਲੇਮਪੁਰ ਡਾਕਖਾਨਾ ਸਿੱਧਵਾਂ ਬੇਟ ਤਹਿਸੀਲ ਜਗਰਾਉਂ ਜ਼ਿਲ੍ਹਾ ਲੁਧਿਆਣਾ ਨੇ ਆਪਣਾ ਨਾਮ ਬਦਲ ਕੇ ਗੁਰਪ੍ਰੀਤ ਸਿੰਘ (ਗੋਰਾ ਸਿੰਘ) ਰੱਖ ਲਿਆ ਹੈ।	[5, 192, 185, 274]
bank-title: ਪਹਿਰੇਦਾਰ ਦਾ ਬੈਂਕ ਖਾਤਾ...	[11, 44, 262, 68]
name-change-notice: I, Nirmal Kaur W/o Sawaran Singh Virdi R/o H.No. 1132 Phase 3B2 Distt. SAS Nagar, Mohali have changed my name from Nirmal Kaur to Nirmal Kaur Virdi.	[191, 686, 372, 785]
